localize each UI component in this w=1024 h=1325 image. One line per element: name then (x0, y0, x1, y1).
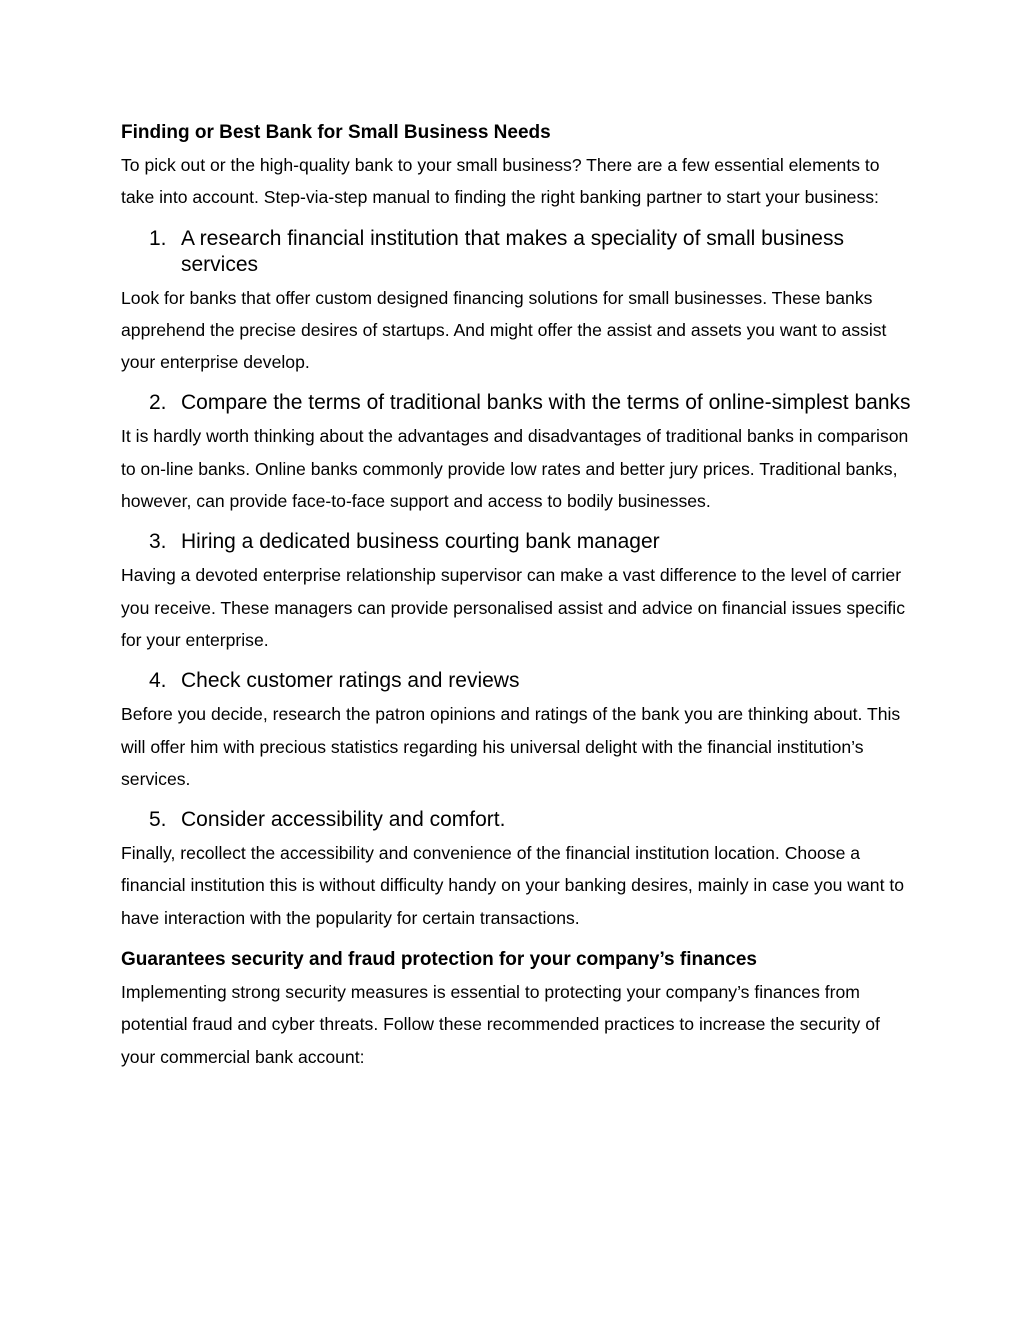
list-item-title: Hiring a dedicated business courting bank manager (181, 530, 660, 554)
outro-paragraph: Implementing strong security measures is essential to protecting your company’s finances from potential fraud and cyber threats. Follow these recommended practices to increase the security of your commercial bank account: (121, 982, 880, 1067)
list-item-3 (121, 529, 911, 555)
list-item-body: Finally, recollect the accessibility and convenience of the financial institution location. Choose a financial institution this is without difficulty handy on your banking desires, mainly in case you want to have interaction with the popularity for certain transactions. (121, 843, 905, 928)
list-number: 3. (149, 530, 167, 554)
list-item-5 (121, 807, 911, 833)
list-number: 1. (149, 226, 167, 250)
list-item-title: Consider accessibility and comfort. (181, 808, 506, 832)
list-item-title: Compare the terms of traditional banks with the terms of online-simplest banks (181, 391, 911, 415)
list-item-1 (121, 226, 911, 278)
list-number: 4. (149, 669, 167, 693)
intro-paragraph: To pick out or the high-quality bank to your small business? There are a few essential elements to take into account. Step-via-step manual to finding the right banking partner to start your business: (121, 155, 880, 208)
list-item-body: It is hardly worth thinking about the advantages and disadvantages of traditional banks in comparison to on-line banks. Online banks commonly provide low rates and better jury prices. Traditional banks, however, can provide face-to-face support and access to bodily businesses. (121, 426, 909, 512)
list-item-title: A research financial institution that makes a speciality of small business services (181, 226, 844, 276)
document-page (121, 119, 911, 1073)
section-heading: Finding or Best Bank for Small Business Needs (121, 122, 551, 143)
list-item-4 (121, 668, 911, 694)
section-heading: Guarantees security and fraud protection for your company’s finances (121, 949, 757, 971)
list-number: 2. (149, 391, 167, 415)
list-item-title: Check customer ratings and reviews (181, 669, 520, 693)
list-item-body: Having a devoted enterprise relationship supervisor can make a vast difference to the level of carrier you receive. These managers can provide personalised assist and advice on financial issues specific for your enterprise. (121, 565, 906, 650)
list-item-body: Look for banks that offer custom designed financing solutions for small businesses. These banks apprehend the precise desires of startups. And might offer the assist and assets you want to assist your enterprise develop. (121, 287, 887, 373)
list-item-2 (121, 390, 911, 416)
list-item-body: Before you decide, research the patron opinions and ratings of the bank you are thinking about. This will offer him with precious statistics regarding his universal delight with the financial institution’s services. (121, 704, 901, 789)
list-number: 5. (149, 808, 167, 832)
